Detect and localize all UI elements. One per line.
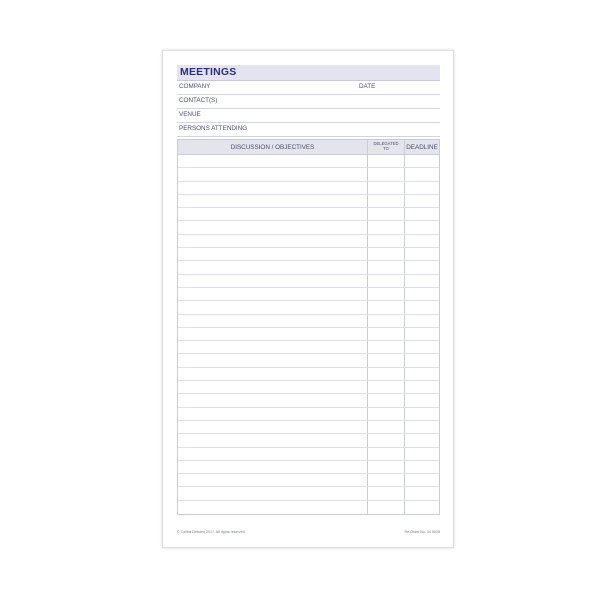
table-row	[178, 474, 439, 487]
table-row	[178, 461, 439, 474]
form-sheet	[162, 50, 454, 548]
copyright-note: © Collins Debden 2017. All rights reserved.	[177, 530, 246, 534]
deadline-cell[interactable]	[405, 221, 439, 233]
discussion-cell[interactable]	[178, 381, 368, 393]
delegated-cell[interactable]	[368, 434, 405, 446]
contacts-row[interactable]	[177, 95, 440, 109]
contacts-label: CONTACT(S)	[179, 97, 218, 104]
deadline-cell[interactable]	[405, 354, 439, 366]
venue-row[interactable]	[177, 109, 440, 123]
deadline-cell[interactable]	[405, 235, 439, 247]
table-row	[178, 341, 439, 354]
table-row	[178, 448, 439, 461]
company-label: COMPANY	[179, 83, 211, 90]
discussion-cell[interactable]	[178, 487, 368, 499]
deadline-cell[interactable]	[405, 208, 439, 220]
discussion-cell[interactable]	[178, 315, 368, 327]
deadline-cell[interactable]	[405, 301, 439, 313]
discussion-table	[177, 139, 440, 515]
delegated-cell[interactable]	[368, 381, 405, 393]
discussion-cell[interactable]	[178, 221, 368, 233]
date-label: DATE	[359, 83, 376, 90]
deadline-cell[interactable]	[405, 341, 439, 353]
deadline-cell[interactable]	[405, 288, 439, 300]
delegated-cell[interactable]	[368, 315, 405, 327]
table-row	[178, 487, 439, 500]
discussion-cell[interactable]	[178, 301, 368, 313]
delegated-cell[interactable]	[368, 328, 405, 340]
delegated-header-line2: TO	[383, 146, 389, 151]
table-row	[178, 434, 439, 447]
delegated-cell[interactable]	[368, 474, 405, 486]
table-row	[178, 155, 439, 168]
delegated-header	[368, 140, 405, 154]
table-row	[178, 275, 439, 288]
discussion-cell[interactable]	[178, 328, 368, 340]
deadline-cell[interactable]	[405, 474, 439, 486]
table-row	[178, 301, 439, 314]
delegated-cell[interactable]	[368, 341, 405, 353]
delegated-cell[interactable]	[368, 168, 405, 180]
table-row	[178, 261, 439, 274]
table-row	[178, 168, 439, 181]
discussion-cell[interactable]	[178, 354, 368, 366]
deadline-cell[interactable]	[405, 155, 439, 167]
deadline-cell[interactable]	[405, 448, 439, 460]
table-row	[178, 328, 439, 341]
deadline-cell[interactable]	[405, 261, 439, 273]
delegated-cell[interactable]	[368, 394, 405, 406]
delegated-cell[interactable]	[368, 501, 405, 514]
deadline-cell[interactable]	[405, 394, 439, 406]
discussion-cell[interactable]	[178, 448, 368, 460]
table-row	[178, 208, 439, 221]
table-body	[178, 155, 439, 514]
persons-attending-row[interactable]	[177, 123, 440, 137]
discussion-cell[interactable]	[178, 195, 368, 207]
delegated-cell[interactable]	[368, 155, 405, 167]
delegated-cell[interactable]	[368, 354, 405, 366]
deadline-cell[interactable]	[405, 368, 439, 380]
discussion-cell[interactable]	[178, 461, 368, 473]
discussion-cell[interactable]	[178, 421, 368, 433]
deadline-cell[interactable]	[405, 328, 439, 340]
deadline-cell[interactable]	[405, 315, 439, 327]
deadline-cell[interactable]	[405, 195, 439, 207]
table-row	[178, 408, 439, 421]
deadline-cell[interactable]	[405, 381, 439, 393]
discussion-cell[interactable]	[178, 394, 368, 406]
delegated-cell[interactable]	[368, 368, 405, 380]
discussion-cell[interactable]	[178, 168, 368, 180]
discussion-cell[interactable]	[178, 182, 368, 194]
deadline-cell[interactable]	[405, 487, 439, 499]
table-header	[178, 140, 439, 155]
discussion-cell[interactable]	[178, 235, 368, 247]
table-row	[178, 501, 439, 514]
delegated-cell[interactable]	[368, 248, 405, 260]
discussion-cell[interactable]	[178, 208, 368, 220]
deadline-cell[interactable]	[405, 248, 439, 260]
table-row	[178, 354, 439, 367]
delegated-cell[interactable]	[368, 408, 405, 420]
discussion-cell[interactable]	[178, 341, 368, 353]
table-row	[178, 288, 439, 301]
deadline-cell[interactable]	[405, 461, 439, 473]
company-row[interactable]	[177, 81, 440, 95]
table-row	[178, 235, 439, 248]
delegated-cell[interactable]	[368, 461, 405, 473]
discussion-cell[interactable]	[178, 474, 368, 486]
discussion-cell[interactable]	[178, 155, 368, 167]
delegated-cell[interactable]	[368, 195, 405, 207]
delegated-cell[interactable]	[368, 421, 405, 433]
discussion-cell[interactable]	[178, 288, 368, 300]
table-row	[178, 394, 439, 407]
deadline-header: DEADLINE	[406, 143, 438, 151]
table-row	[178, 315, 439, 328]
venue-label: VENUE	[179, 111, 201, 118]
table-row	[178, 368, 439, 381]
deadline-cell[interactable]	[405, 275, 439, 287]
deadline-cell[interactable]	[405, 501, 439, 514]
table-row	[178, 195, 439, 208]
delegated-cell[interactable]	[368, 487, 405, 499]
delegated-cell[interactable]	[368, 235, 405, 247]
discussion-cell[interactable]	[178, 261, 368, 273]
table-row	[178, 421, 439, 434]
deadline-cell[interactable]	[405, 434, 439, 446]
table-row	[178, 381, 439, 394]
delegated-cell[interactable]	[368, 261, 405, 273]
deadline-cell[interactable]	[405, 168, 439, 180]
delegated-cell[interactable]	[368, 288, 405, 300]
form-title: MEETINGS	[177, 65, 440, 81]
delegated-cell[interactable]	[368, 221, 405, 233]
discussion-cell[interactable]	[178, 275, 368, 287]
deadline-cell[interactable]	[405, 182, 439, 194]
deadline-cell[interactable]	[405, 408, 439, 420]
table-row	[178, 248, 439, 261]
discussion-cell[interactable]	[178, 408, 368, 420]
delegated-cell[interactable]	[368, 448, 405, 460]
delegated-cell[interactable]	[368, 208, 405, 220]
reorder-number: Re-Order No. 04 5028	[404, 530, 440, 534]
delegated-header-line1: DELEGATED	[373, 141, 399, 147]
delegated-cell[interactable]	[368, 182, 405, 194]
meetings-form	[177, 65, 440, 515]
table-row	[178, 221, 439, 234]
delegated-cell[interactable]	[368, 301, 405, 313]
deadline-cell[interactable]	[405, 421, 439, 433]
discussion-cell[interactable]	[178, 368, 368, 380]
delegated-cell[interactable]	[368, 275, 405, 287]
persons-attending-label: PERSONS ATTENDING	[179, 125, 248, 132]
discussion-cell[interactable]	[178, 434, 368, 446]
discussion-cell[interactable]	[178, 248, 368, 260]
table-row	[178, 182, 439, 195]
discussion-header: DISCUSSION / OBJECTIVES	[178, 140, 368, 154]
discussion-cell[interactable]	[178, 501, 368, 514]
